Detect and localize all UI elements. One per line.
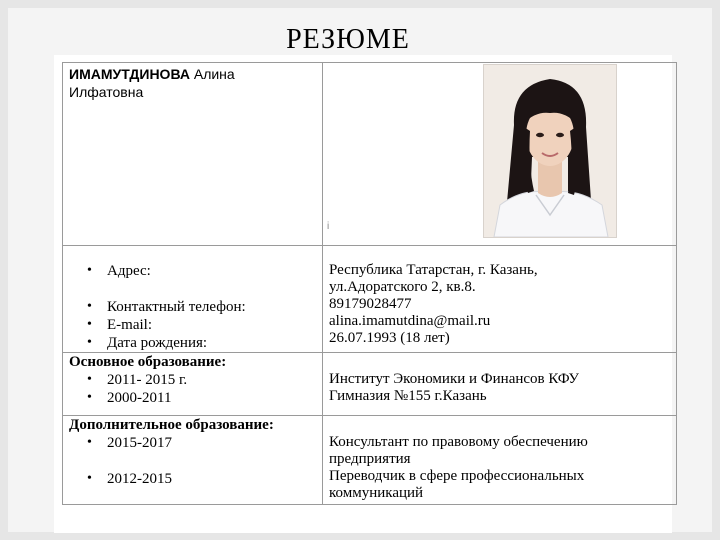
institution-1: Институт Экономики и Финансов КФУ xyxy=(329,371,580,387)
full-name xyxy=(69,65,316,101)
resume-table xyxy=(62,62,677,505)
institution-2: Гимназия №155 г.Казань xyxy=(329,388,487,404)
resume-document xyxy=(54,55,672,533)
education-period-1: • 2011- 2015 г. xyxy=(63,371,322,389)
education-values-cell xyxy=(323,353,677,416)
label-address: • Адрес: xyxy=(63,262,322,280)
name-cell xyxy=(63,63,323,246)
slide-title: РЕЗЮМЕ xyxy=(286,24,410,55)
slide xyxy=(8,8,712,532)
surname: ИМАМУТДИНОВА xyxy=(69,66,190,82)
contact-labels-cell xyxy=(63,246,323,353)
education-heading: Основное образование: xyxy=(69,354,227,370)
profile-photo xyxy=(483,64,617,238)
additional-line-4: коммуникаций xyxy=(329,485,424,501)
portrait-illustration xyxy=(484,65,616,237)
label-birthdate: • Дата рождения: xyxy=(63,334,322,352)
additional-cell xyxy=(63,416,323,505)
label-phone: • Контактный телефон: xyxy=(63,298,322,316)
address-line-2: ул.Адоратского 2, кв.8. xyxy=(329,279,476,295)
additional-line-2: предприятия xyxy=(329,451,411,467)
spacer xyxy=(63,280,322,298)
additional-period-2: • 2012-2015 xyxy=(63,470,322,488)
education-cell xyxy=(63,353,323,416)
education-period-2: • 2000-2011 xyxy=(63,389,322,407)
birthdate-value: 26.07.1993 (18 лет) xyxy=(329,330,450,346)
additional-heading: Дополнительное образование: xyxy=(69,417,274,433)
photo-cell xyxy=(323,63,677,246)
phone-value: 89179028477 xyxy=(329,296,412,312)
label-email: • E-mail: xyxy=(63,316,322,334)
email-value: alina.imamutdina@mail.ru xyxy=(329,313,491,329)
photo-mark: i xyxy=(327,221,330,232)
additional-period-1: • 2015-2017 xyxy=(63,434,322,452)
address-line-1: Республика Татарстан, г. Казань, xyxy=(329,262,538,278)
additional-values-cell xyxy=(323,416,677,505)
first-name: Алина xyxy=(193,66,235,82)
additional-line-3: Переводчик в сфере профессиональных xyxy=(329,468,585,484)
patronymic: Илфатовна xyxy=(69,84,144,100)
spacer xyxy=(63,452,322,470)
additional-line-1: Консультант по правовому обеспечению xyxy=(329,434,588,450)
contact-values-cell xyxy=(323,246,677,353)
